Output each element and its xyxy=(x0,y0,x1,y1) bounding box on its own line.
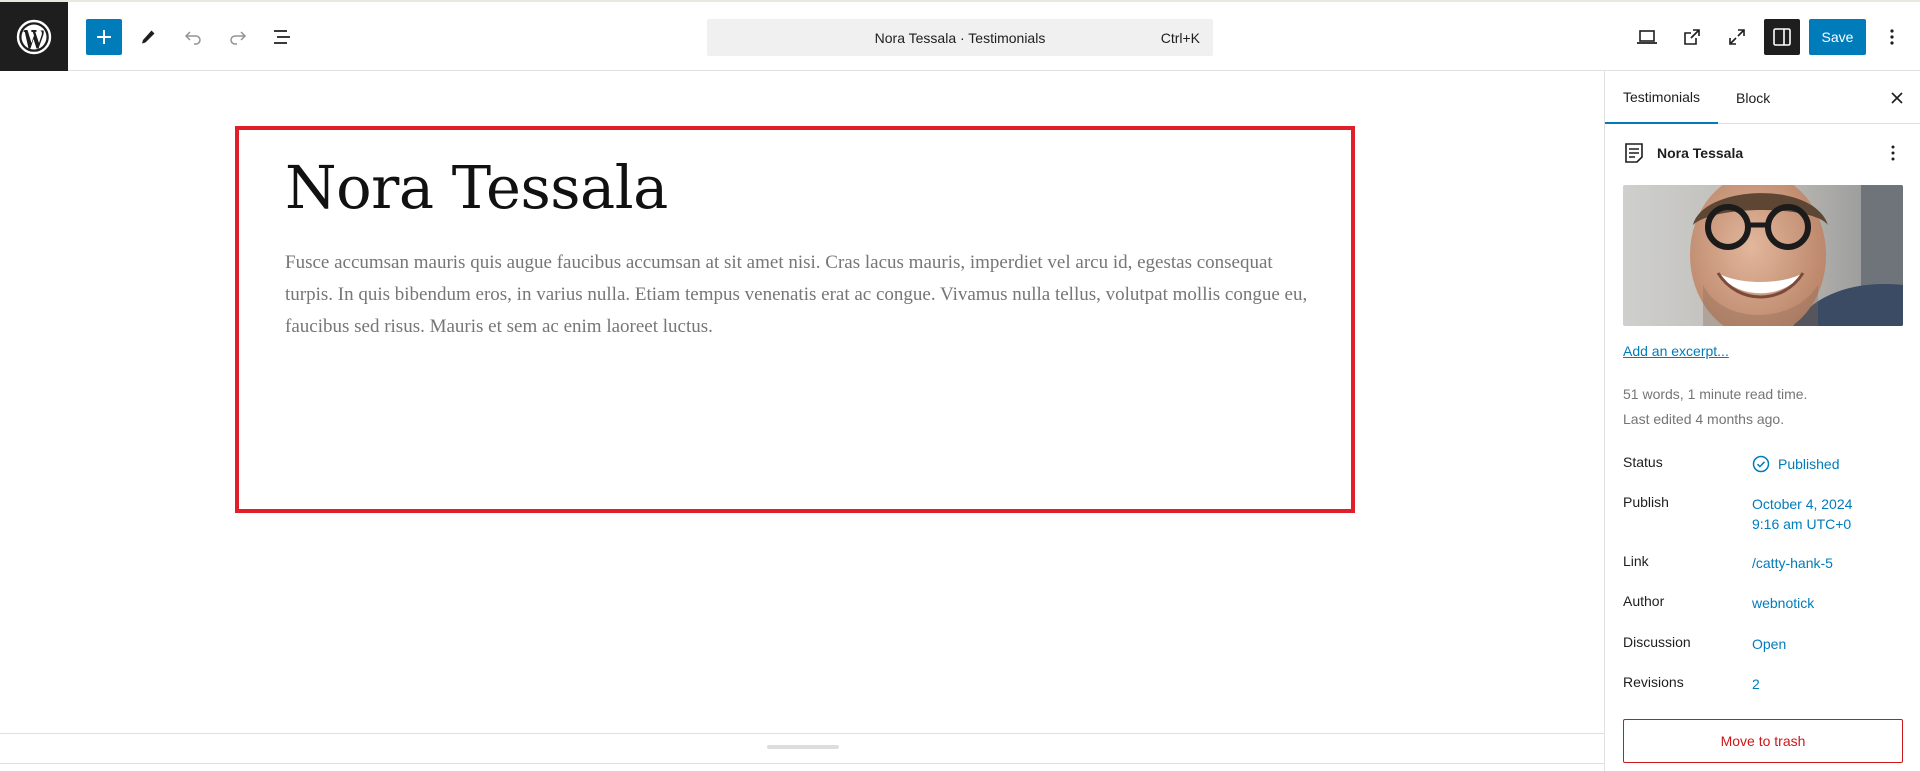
footer-divider xyxy=(0,763,1604,764)
close-icon xyxy=(1890,91,1904,105)
publish-date: October 4, 2024 xyxy=(1752,496,1853,512)
tab-testimonials[interactable]: Testimonials xyxy=(1605,71,1718,124)
add-excerpt-link[interactable]: Add an excerpt... xyxy=(1623,343,1729,359)
external-link-icon xyxy=(1681,26,1703,48)
sidebar-icon xyxy=(1771,26,1793,48)
publish-date-button[interactable] xyxy=(1752,494,1852,534)
redo-icon xyxy=(227,26,249,48)
view-post-button[interactable] xyxy=(1674,19,1710,55)
canvas-divider xyxy=(0,733,1604,734)
close-sidebar-button[interactable] xyxy=(1883,84,1911,112)
options-button[interactable] xyxy=(1876,19,1908,55)
list-view-icon xyxy=(271,25,295,49)
link-label: Link xyxy=(1623,553,1649,569)
word-count-text: 51 words, 1 minute read time. xyxy=(1623,386,1808,402)
command-shortcut-hint: Ctrl+K xyxy=(1160,29,1200,46)
publish-label: Publish xyxy=(1623,494,1669,510)
portrait-photo xyxy=(1623,185,1903,326)
editor-header xyxy=(0,0,1920,71)
wordpress-logo-button[interactable] xyxy=(0,2,68,72)
post-content-paragraph[interactable]: Fusce accumsan mauris quis augue faucibus accumsan at sit amet nisi. Cras lacus mauris, imperdiet vel arcu id, egestas consequat turpis. In quis bibendum eros, in varius nulla. Etiam tempus venenatis erat ac congue. Vivamus nulla tellus, volutpat mollis congue eu, faucibus sed risus. Mauris et sem ac enim laoreet luctus. xyxy=(285,252,1308,337)
document-overview-button[interactable] xyxy=(265,19,301,55)
resize-handle[interactable] xyxy=(767,745,839,749)
last-edited-text: Last edited 4 months ago. xyxy=(1623,411,1785,427)
device-preview-button[interactable] xyxy=(1629,19,1665,55)
add-block-button[interactable] xyxy=(86,19,122,55)
move-to-trash-button[interactable]: Move to trash xyxy=(1623,719,1903,763)
fullscreen-button[interactable] xyxy=(1719,19,1755,55)
save-button[interactable]: Save xyxy=(1809,19,1866,55)
wordpress-icon xyxy=(16,19,52,55)
permalink-button[interactable]: /catty-hank-5 xyxy=(1752,555,1833,571)
command-palette-bar[interactable] xyxy=(707,19,1213,56)
post-summary-header xyxy=(1623,140,1903,166)
publish-time: 9:16 am UTC+0 xyxy=(1752,516,1852,532)
undo-icon xyxy=(182,26,204,48)
author-button[interactable]: webnotick xyxy=(1752,595,1815,611)
post-title[interactable]: Nora Tessala xyxy=(285,153,668,222)
settings-sidebar xyxy=(1604,71,1920,771)
undo-button[interactable] xyxy=(175,19,211,55)
revisions-label: Revisions xyxy=(1623,674,1684,690)
settings-button[interactable] xyxy=(1764,19,1800,55)
status-value-button[interactable] xyxy=(1752,454,1840,474)
discussion-label: Discussion xyxy=(1623,634,1691,650)
fullscreen-icon xyxy=(1727,27,1747,47)
post-actions-button[interactable] xyxy=(1883,142,1903,164)
published-check-icon xyxy=(1752,455,1770,473)
featured-image[interactable] xyxy=(1623,185,1903,326)
post-summary-title: Nora Tessala xyxy=(1657,145,1744,161)
plus-icon xyxy=(94,27,114,47)
status-label: Status xyxy=(1623,454,1663,470)
tab-block[interactable]: Block xyxy=(1736,89,1771,106)
author-label: Author xyxy=(1623,593,1665,609)
editor-canvas xyxy=(0,71,1604,771)
discussion-button[interactable]: Open xyxy=(1752,636,1787,652)
laptop-icon xyxy=(1635,25,1659,49)
more-vertical-icon xyxy=(1889,27,1895,47)
pencil-icon xyxy=(138,27,158,47)
post-icon xyxy=(1623,142,1645,164)
status-value: Published xyxy=(1778,456,1840,472)
tools-button[interactable] xyxy=(130,19,166,55)
sidebar-tabs xyxy=(1605,71,1920,124)
document-title: Nora Tessala · Testimonials xyxy=(874,29,1046,46)
revisions-button[interactable]: 2 xyxy=(1752,676,1760,692)
redo-button[interactable] xyxy=(220,19,256,55)
post-meta-info xyxy=(1623,382,1807,432)
more-vertical-icon xyxy=(1890,144,1896,162)
